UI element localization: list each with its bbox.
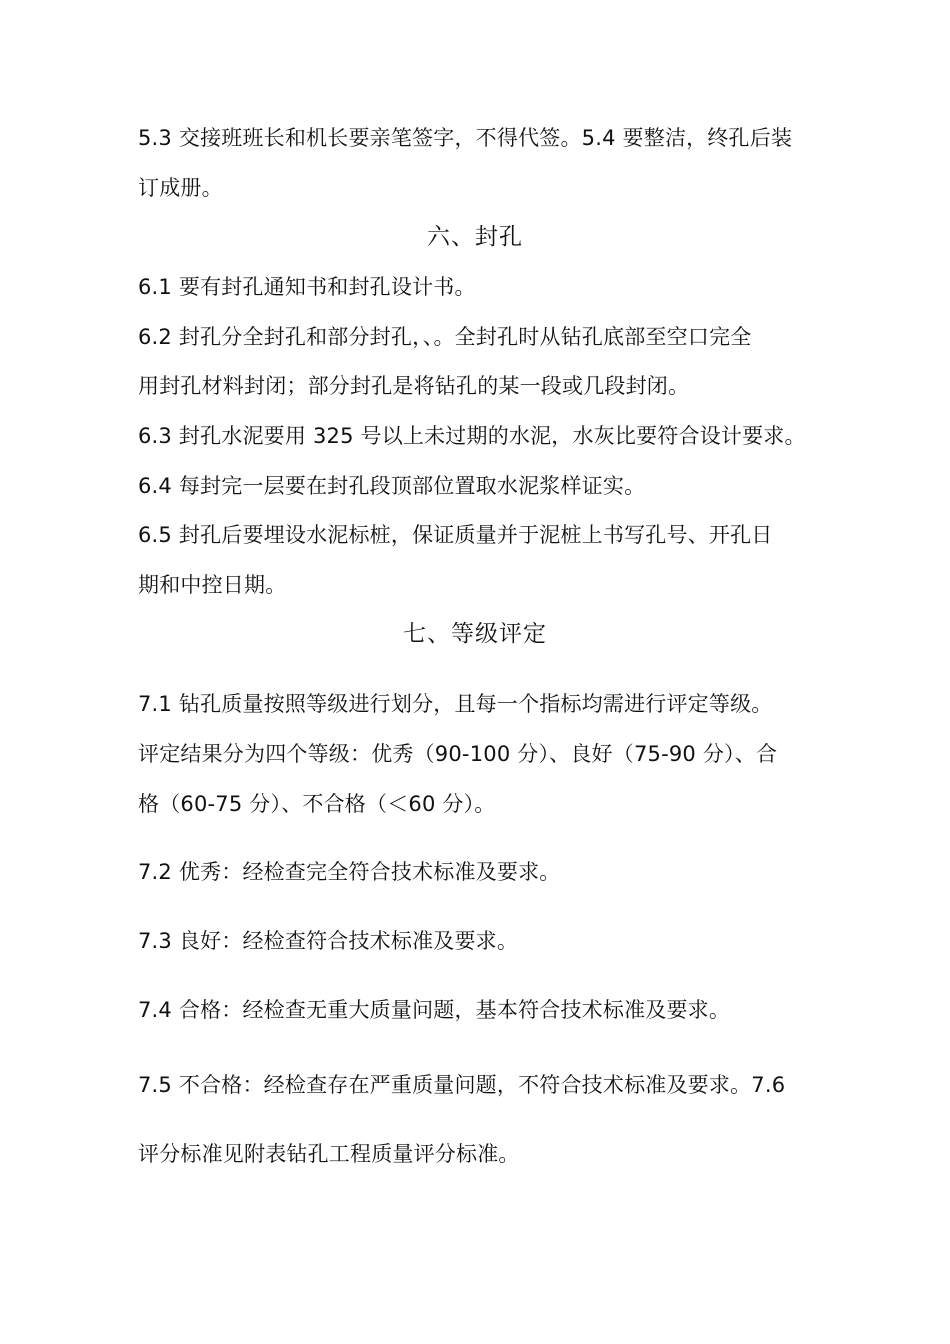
paragraph-line: 6.1 要有封孔通知书和封孔设计书。 [138,275,476,299]
section-heading-grading: 七、等级评定 [403,621,547,647]
paragraph-line: 7.5 不合格：经检查存在严重质量问题，不符合技术标准及要求。7.6 [138,1073,786,1097]
paragraph-line: 6.2 封孔分全封孔和部分封孔，、。全封孔时从钻孔底部至空口完全 [138,325,752,349]
section-heading-sealing: 六、封孔 [427,224,523,250]
paragraph-line: 6.3 封孔水泥要用 325 号以上未过期的水泥，水灰比要符合设计要求。 [138,424,806,448]
paragraph-line: 评分标准见附表钻孔工程质量评分标准。 [138,1142,520,1166]
paragraph-line: 用封孔材料封闭；部分封孔是将钻孔的某一段或几段封闭。 [138,374,690,398]
paragraph-line: 7.3 良好：经检查符合技术标准及要求。 [138,929,519,953]
paragraph-line: 7.4 合格：经检查无重大质量问题，基本符合技术标准及要求。 [138,998,731,1022]
paragraph-line: 订成册。 [138,176,223,200]
paragraph-line: 6.4 每封完一层要在封孔段顶部位置取水泥浆样证实。 [138,474,646,498]
paragraph-line: 5.3 交接班班长和机长要亲笔签字，不得代签。5.4 要整洁，终孔后装 [138,126,793,150]
paragraph-line: 评定结果分为四个等级：优秀（90-100 分）、良好（75-90 分）、合 [138,742,778,766]
paragraph-line: 7.1 钻孔质量按照等级进行划分，且每一个指标均需进行评定等级。 [138,692,773,716]
paragraph-line: 7.2 优秀：经检查完全符合技术标准及要求。 [138,860,561,884]
paragraph-line: 格（60-75 分）、不合格（＜60 分）。 [138,792,496,816]
paragraph-line: 期和中控日期。 [138,573,287,597]
paragraph-line: 6.5 封孔后要埋设水泥标桩，保证质量并于泥桩上书写孔号、开孔日 [138,523,773,547]
